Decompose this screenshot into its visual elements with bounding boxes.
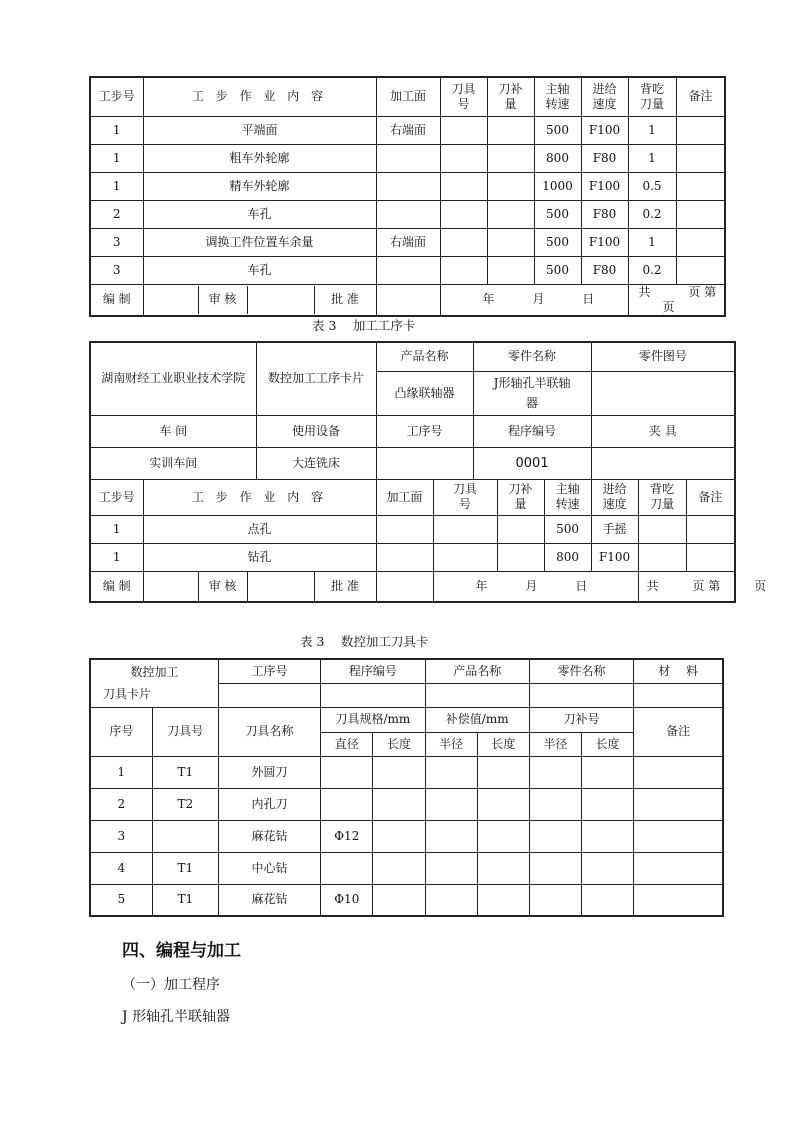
table-cell: 外圆刀 (218, 756, 320, 788)
table-cell: 精车外轮廓 (143, 172, 376, 200)
table-cell: 0.2 (628, 200, 676, 228)
footer-cell: 编 制 (90, 571, 143, 602)
table-cell: F100 (581, 228, 628, 256)
table-cell: 麻花钻 (218, 820, 320, 852)
table-caption: 表 3 数控加工刀具卡 (300, 634, 429, 649)
part-name-label: 零件名称 (473, 342, 591, 371)
table-cell: 1 (90, 543, 143, 571)
header-cell (433, 479, 497, 515)
program-no (321, 683, 425, 707)
table-cell: 车孔 (143, 256, 376, 284)
length-label: 长度 (373, 732, 425, 756)
process-no (218, 683, 320, 707)
table-cell (582, 884, 634, 916)
header-cell (638, 479, 686, 515)
table-cell (425, 852, 477, 884)
table-cell (676, 228, 725, 256)
school-name: 湖南财经工业职业技术学院 (90, 342, 256, 415)
table-row (90, 543, 735, 571)
table-cell: 1 (628, 116, 676, 144)
table-cell (477, 852, 529, 884)
table-cell (676, 200, 725, 228)
table-cell: 1 (90, 515, 143, 543)
table-cell (376, 200, 440, 228)
table-cell: 3 (90, 820, 152, 852)
table-cell: 中心钻 (218, 852, 320, 884)
table-cell: T1 (152, 852, 218, 884)
table-row (90, 788, 723, 820)
table-cell: 1 (90, 172, 143, 200)
product-name-label: 产品名称 (376, 342, 473, 371)
table-cell: 1 (90, 756, 152, 788)
footer-cell: 审 核 (198, 572, 247, 601)
table-cell: F80 (581, 256, 628, 284)
table-cell (152, 820, 218, 852)
table-cell (440, 228, 487, 256)
table-cell (425, 884, 477, 916)
table-cell: 平端面 (143, 116, 376, 144)
table-cell (638, 515, 686, 543)
table-cell: 1 (628, 228, 676, 256)
table-cell (634, 852, 723, 884)
table-footer-row (90, 284, 725, 316)
header-cell: 工 步 作 业 内 容 (143, 479, 376, 515)
table-cell (582, 756, 634, 788)
table-cell: T1 (152, 884, 218, 916)
table-cell (440, 116, 487, 144)
process-card-table (89, 341, 767, 603)
table-cell: F100 (591, 543, 638, 571)
table-header-row (90, 479, 735, 515)
table-cell: Φ10 (321, 884, 373, 916)
part-drawing (591, 371, 735, 415)
table-cell (321, 756, 373, 788)
table-cell (373, 788, 425, 820)
table-cell (529, 756, 581, 788)
header-cell (534, 77, 581, 116)
footer-group (143, 571, 376, 602)
year-label: 年 (475, 578, 488, 593)
length-label: 长度 (477, 732, 529, 756)
tool-no-label: 刀具号 (152, 707, 218, 756)
header-cell: 工 步 作 业 内 容 (143, 77, 376, 116)
table-cell (582, 820, 634, 852)
table-row (90, 228, 725, 256)
header-cell (497, 479, 544, 515)
product-name-label: 产品名称 (425, 659, 529, 683)
table-cell (376, 256, 440, 284)
table-cell: 0.5 (628, 172, 676, 200)
table-cell: 1 (90, 144, 143, 172)
header-text: 进给速度 (592, 81, 617, 111)
table-cell: 钻孔 (143, 543, 376, 571)
footer-blank (376, 284, 440, 316)
workshop-label: 车 间 (90, 415, 256, 447)
table-cell (634, 788, 723, 820)
card-name: 数控加工工序卡片 (256, 342, 376, 415)
table-cell: 手摇 (591, 515, 638, 543)
total-label: 共 (646, 578, 659, 593)
table-row (90, 172, 725, 200)
header-cell: 备注 (686, 479, 735, 515)
header-text: 背吃刀量 (650, 482, 675, 511)
table-cell (440, 256, 487, 284)
footer-blank (144, 572, 199, 601)
table-cell (321, 852, 373, 884)
table-cell (373, 820, 425, 852)
table-cell (676, 144, 725, 172)
table-cell: 调换工件位置车余量 (143, 228, 376, 256)
process-no (376, 447, 473, 479)
header-cell (591, 479, 638, 515)
table-cell (676, 116, 725, 144)
equipment-label: 使用设备 (256, 415, 376, 447)
table-cell (529, 852, 581, 884)
footer-pages (638, 571, 767, 602)
table-cell (487, 144, 534, 172)
table-cell: 0.2 (628, 256, 676, 284)
table-cell: F100 (581, 116, 628, 144)
month-label: 月 (532, 292, 545, 306)
table-cell (634, 884, 723, 916)
table-cell: 500 (544, 515, 591, 543)
table-cell (477, 756, 529, 788)
table-cell: Φ12 (321, 820, 373, 852)
table-cell: 粗车外轮廓 (143, 144, 376, 172)
table-cell (376, 543, 433, 571)
table-cell (440, 172, 487, 200)
footer-date (433, 571, 638, 602)
table-cell (440, 200, 487, 228)
header-text: 刀补量 (508, 482, 533, 511)
radius-label: 半径 (529, 732, 581, 756)
table-cell: 3 (90, 256, 143, 284)
footer-cell: 批 准 (331, 578, 359, 593)
remark-label: 备注 (634, 707, 723, 756)
table-row (90, 200, 725, 228)
day-label: 日 (575, 578, 588, 593)
footer-pages (628, 284, 725, 316)
table-cell: 点孔 (143, 515, 376, 543)
day-label: 日 (582, 292, 595, 306)
fixture (591, 447, 735, 479)
tool-card-table (89, 658, 724, 917)
year-label: 年 (482, 292, 495, 306)
table-cell: 车孔 (143, 200, 376, 228)
product-name (425, 683, 529, 707)
table-cell (529, 788, 581, 820)
table-row (90, 756, 723, 788)
header-cell (544, 479, 591, 515)
part-name-label: 零件名称 (529, 659, 633, 683)
table-cell: T2 (152, 788, 218, 820)
table-cell (425, 756, 477, 788)
program-no-label: 程序编号 (473, 415, 591, 447)
header-cell (628, 77, 676, 116)
table-cell (529, 820, 581, 852)
part-name-line: J 形轴孔半联轴器 (122, 1009, 231, 1025)
part-name (529, 683, 633, 707)
page-of-label: 页 第 (688, 284, 717, 299)
comp-no-label: 刀补号 (529, 707, 633, 732)
comp-label: 补偿值/mm (425, 707, 529, 732)
header-cell (440, 77, 487, 116)
material-label: 材 料 (634, 659, 723, 683)
page-of-label: 页 第 (692, 578, 721, 593)
footer-date (440, 284, 628, 316)
table-cell (497, 515, 544, 543)
table-row (90, 852, 723, 884)
table-cell (686, 543, 735, 571)
table-cell (529, 884, 581, 916)
table-cell (638, 543, 686, 571)
footer-cell: 编 制 (90, 284, 143, 316)
table-cell: F80 (581, 144, 628, 172)
header-text: 刀具号 (453, 482, 478, 511)
table-header-row (90, 77, 725, 116)
table-cell (634, 820, 723, 852)
table-cell (686, 515, 735, 543)
table-cell: F100 (581, 172, 628, 200)
material (634, 683, 723, 707)
table-cell (582, 852, 634, 884)
seq-label: 序号 (90, 707, 152, 756)
header-text: 背吃刀量 (640, 81, 665, 111)
table-cell: 500 (534, 116, 581, 144)
part-name (473, 371, 591, 415)
footer-blank (247, 286, 314, 314)
month-label: 月 (525, 578, 538, 593)
header-text: 主轴转速 (555, 482, 580, 511)
table-footer-row (90, 571, 735, 602)
table-cell (321, 788, 373, 820)
table-cell: 2 (90, 788, 152, 820)
subsection-heading: （一）加工程序 (122, 977, 220, 993)
program-no-label: 程序编号 (321, 659, 425, 683)
table-cell: 2 (90, 200, 143, 228)
table-row (90, 144, 725, 172)
table-cell (477, 820, 529, 852)
table-cell (376, 515, 433, 543)
header-cell: 备注 (676, 77, 725, 116)
footer-cell: 审 核 (198, 286, 247, 314)
product-name: 凸缘联轴器 (376, 371, 473, 415)
footer-blank (144, 286, 199, 314)
page-label: 页 (754, 578, 767, 593)
tool-name-label: 刀具名称 (218, 707, 320, 756)
table-cell (487, 256, 534, 284)
part-name-text: J形轴孔半联轴器 (493, 376, 571, 410)
header-text: 刀具号 (451, 81, 476, 111)
table-cell: 1 (628, 144, 676, 172)
total-label: 共 (638, 284, 651, 299)
table-row (90, 116, 725, 144)
table-cell (440, 144, 487, 172)
table-cell (373, 852, 425, 884)
table-cell (425, 820, 477, 852)
diameter-label: 直径 (321, 732, 373, 756)
header-text: 主轴转速 (545, 81, 570, 111)
table-cell: T1 (152, 756, 218, 788)
table-cell (425, 788, 477, 820)
table-cell (676, 256, 725, 284)
table-cell: 1 (90, 116, 143, 144)
fixture-label: 夹 具 (591, 415, 735, 447)
table-cell: 3 (90, 228, 143, 256)
footer-blank (247, 572, 314, 601)
table-cell (373, 756, 425, 788)
section-heading: 四、编程与加工 (122, 941, 241, 961)
table-cell (433, 515, 497, 543)
header-cell: 加工面 (376, 77, 440, 116)
table-cell (487, 200, 534, 228)
table-row (90, 256, 725, 284)
spec-label: 刀具规格/mm (321, 707, 425, 732)
table-cell (634, 756, 723, 788)
table-cell: 5 (90, 884, 152, 916)
equipment: 大连铣床 (256, 447, 376, 479)
header-cell (581, 77, 628, 116)
workshop: 实训车间 (90, 447, 256, 479)
table-cell: 500 (534, 228, 581, 256)
table-cell: 500 (534, 256, 581, 284)
table-cell (487, 228, 534, 256)
page-label: 页 (662, 299, 675, 314)
footer-group (143, 284, 376, 316)
table-row (90, 884, 723, 916)
header-cell: 加工面 (376, 479, 433, 515)
table-cell: 800 (544, 543, 591, 571)
footer-cell: 批 准 (331, 292, 359, 306)
length-label: 长度 (582, 732, 634, 756)
header-cell: 工步号 (90, 479, 143, 515)
header-cell (487, 77, 534, 116)
table-caption: 表 3 加工工序卡 (312, 318, 416, 333)
table-cell: 内孔刀 (218, 788, 320, 820)
table-cell (376, 144, 440, 172)
table-cell (477, 788, 529, 820)
table-cell (477, 884, 529, 916)
title-line: 数控加工 (130, 665, 179, 680)
program-no: 0001 (473, 447, 591, 479)
table-cell (497, 543, 544, 571)
process-no-label: 工序号 (376, 415, 473, 447)
table-cell: 麻花钻 (218, 884, 320, 916)
table-cell (487, 172, 534, 200)
radius-label: 半径 (425, 732, 477, 756)
table-cell: 500 (534, 200, 581, 228)
header-cell: 工步号 (90, 77, 143, 116)
table-cell (373, 884, 425, 916)
table-cell: 右端面 (376, 116, 440, 144)
table-cell: 1000 (534, 172, 581, 200)
title-line: 刀具卡片 (103, 687, 152, 702)
header-text: 刀补量 (498, 81, 523, 111)
table-row (90, 820, 723, 852)
table-cell (433, 543, 497, 571)
table-cell (582, 788, 634, 820)
header-text: 进给速度 (602, 482, 627, 511)
table-cell (376, 172, 440, 200)
process-table-top (89, 76, 726, 317)
table-cell: 800 (534, 144, 581, 172)
table-cell (487, 116, 534, 144)
table-cell: 右端面 (376, 228, 440, 256)
table-cell: F80 (581, 200, 628, 228)
table-cell (676, 172, 725, 200)
process-no-label: 工序号 (218, 659, 320, 683)
table-row (90, 515, 735, 543)
tool-card-title (90, 659, 218, 707)
footer-blank (376, 571, 433, 602)
part-drawing-label: 零件图号 (591, 342, 735, 371)
table-cell: 4 (90, 852, 152, 884)
